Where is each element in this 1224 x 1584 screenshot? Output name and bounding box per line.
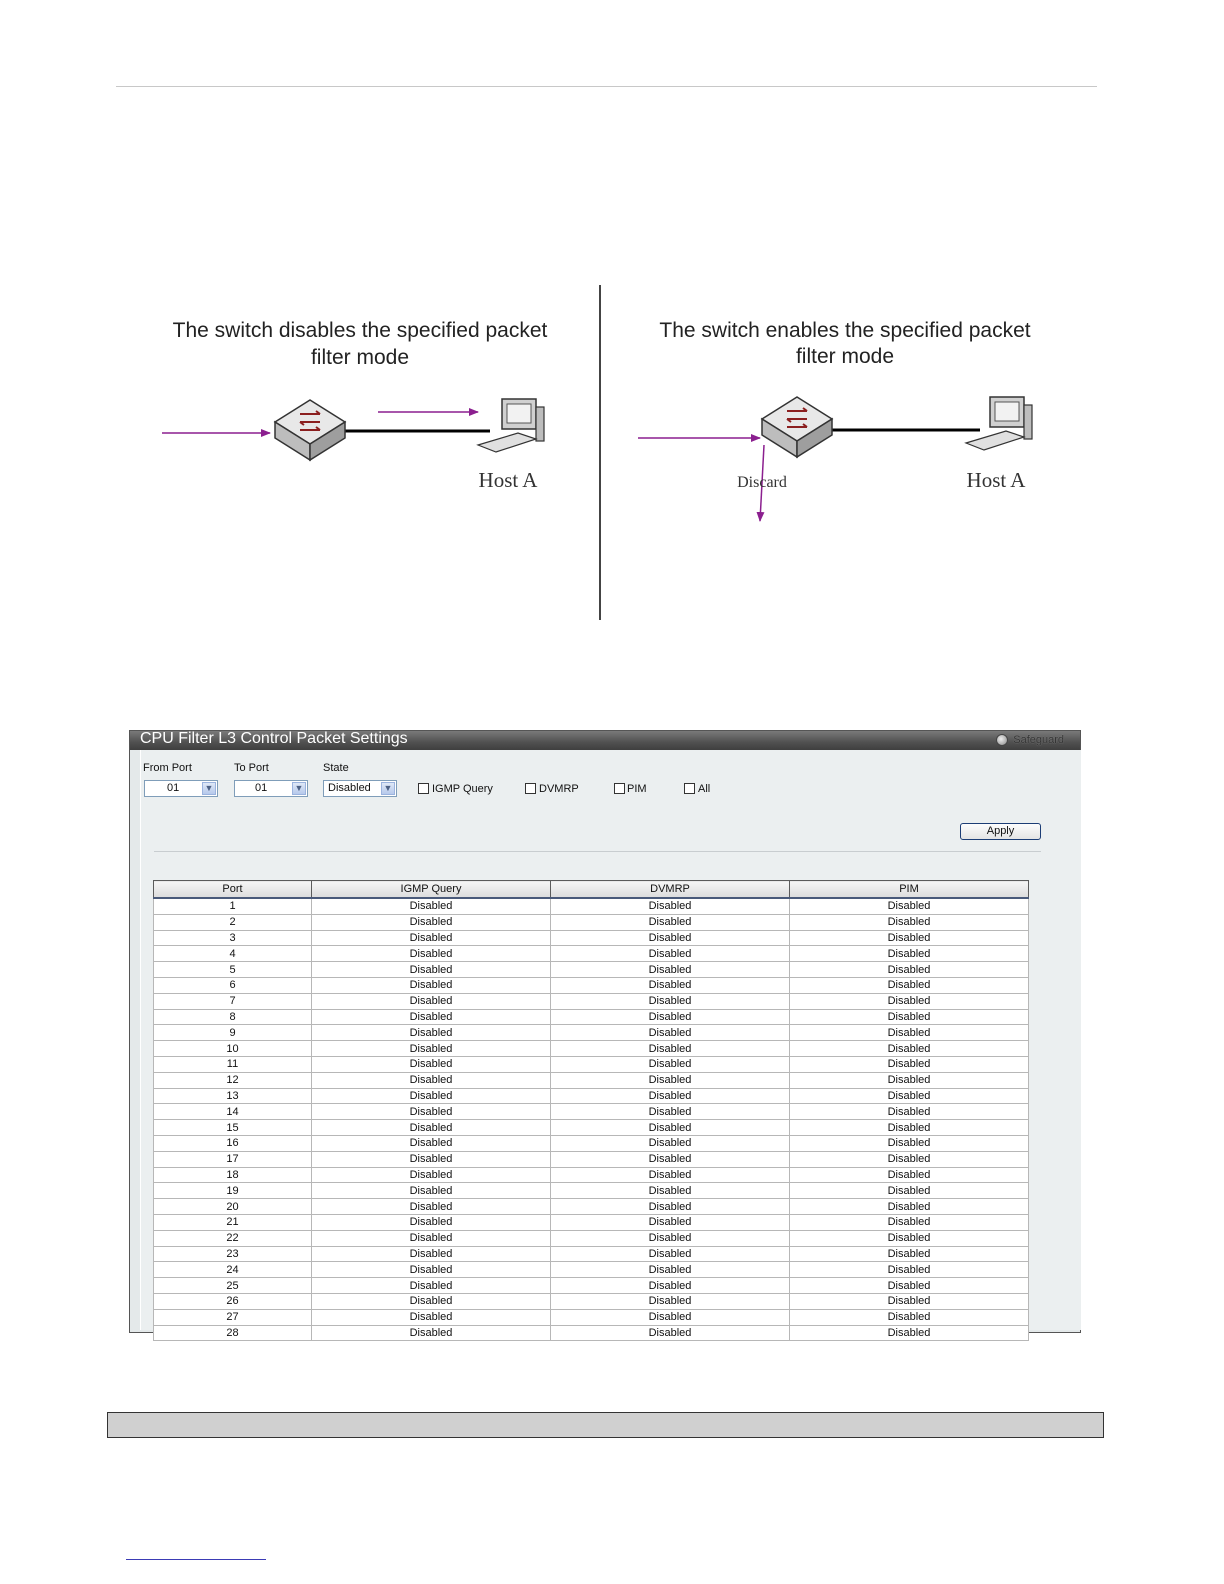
table-row xyxy=(154,1041,1029,1057)
table-row xyxy=(154,1009,1029,1025)
port-cell: 2 xyxy=(154,914,312,930)
table-row xyxy=(154,1325,1029,1341)
table-row xyxy=(154,993,1029,1009)
header-dvmrp: DVMRP xyxy=(551,881,790,899)
dvmrp-cell: Disabled xyxy=(551,962,790,978)
port-cell: 27 xyxy=(154,1309,312,1325)
dvmrp-cell: Disabled xyxy=(551,1120,790,1136)
port-cell: 14 xyxy=(154,1104,312,1120)
igmp-query-cell: Disabled xyxy=(312,1293,551,1309)
table-row xyxy=(154,1167,1029,1183)
port-cell: 16 xyxy=(154,1135,312,1151)
pim-cell: Disabled xyxy=(790,1151,1029,1167)
table-row xyxy=(154,898,1029,914)
igmp-query-cell: Disabled xyxy=(312,1104,551,1120)
computer-icon xyxy=(966,397,1032,450)
table-row xyxy=(154,1183,1029,1199)
all-checkbox[interactable] xyxy=(684,783,695,794)
table-row xyxy=(154,1309,1029,1325)
dvmrp-cell: Disabled xyxy=(551,1025,790,1041)
pim-cell: Disabled xyxy=(790,1199,1029,1215)
table-row xyxy=(154,914,1029,930)
pim-cell: Disabled xyxy=(790,1009,1029,1025)
from-port-label: From Port xyxy=(143,762,192,774)
port-cell: 24 xyxy=(154,1262,312,1278)
pim-cell: Disabled xyxy=(790,1041,1029,1057)
table-row xyxy=(154,962,1029,978)
pim-cell: Disabled xyxy=(790,1293,1029,1309)
dvmrp-cell: Disabled xyxy=(551,1246,790,1262)
igmp-query-cell: Disabled xyxy=(312,1278,551,1294)
igmp-query-cell: Disabled xyxy=(312,977,551,993)
safeguard-label: Safeguard xyxy=(1013,734,1064,746)
dvmrp-cell: Disabled xyxy=(551,914,790,930)
state-select[interactable] xyxy=(323,780,397,797)
port-cell: 10 xyxy=(154,1041,312,1057)
port-settings-table xyxy=(153,880,1029,1341)
port-cell: 15 xyxy=(154,1120,312,1136)
igmp-query-cell: Disabled xyxy=(312,1135,551,1151)
dvmrp-checkbox-label: DVMRP xyxy=(539,783,579,795)
dvmrp-cell: Disabled xyxy=(551,1056,790,1072)
igmp-query-cell: Disabled xyxy=(312,1167,551,1183)
dvmrp-cell: Disabled xyxy=(551,1151,790,1167)
dvmrp-cell: Disabled xyxy=(551,977,790,993)
port-cell: 8 xyxy=(154,1009,312,1025)
safeguard-indicator[interactable] xyxy=(996,734,1064,746)
packet-filter-diagram xyxy=(140,285,1080,625)
port-cell: 7 xyxy=(154,993,312,1009)
dvmrp-cell: Disabled xyxy=(551,993,790,1009)
from-port-select[interactable] xyxy=(144,780,218,797)
igmp-query-cell: Disabled xyxy=(312,1246,551,1262)
apply-button[interactable]: Apply xyxy=(960,823,1041,840)
pim-cell: Disabled xyxy=(790,993,1029,1009)
port-cell: 21 xyxy=(154,1214,312,1230)
igmp-query-cell: Disabled xyxy=(312,1262,551,1278)
footer-link-underline[interactable] xyxy=(126,1559,266,1560)
table-row xyxy=(154,1230,1029,1246)
table-row xyxy=(154,1199,1029,1215)
pim-cell: Disabled xyxy=(790,977,1029,993)
igmp-query-cell: Disabled xyxy=(312,1072,551,1088)
igmp-query-cell: Disabled xyxy=(312,1120,551,1136)
pim-cell: Disabled xyxy=(790,898,1029,914)
igmp-query-cell: Disabled xyxy=(312,1325,551,1341)
table-row xyxy=(154,1262,1029,1278)
right-title-line2: filter mode xyxy=(795,345,895,368)
pim-cell: Disabled xyxy=(790,1135,1029,1151)
pim-cell: Disabled xyxy=(790,962,1029,978)
pim-cell: Disabled xyxy=(790,1088,1029,1104)
port-cell: 6 xyxy=(154,977,312,993)
table-row xyxy=(154,1214,1029,1230)
igmp-query-cell: Disabled xyxy=(312,914,551,930)
igmp-query-checkbox-label: IGMP Query xyxy=(432,783,493,795)
dvmrp-cell: Disabled xyxy=(551,1325,790,1341)
igmp-query-cell: Disabled xyxy=(312,1088,551,1104)
port-cell: 4 xyxy=(154,946,312,962)
computer-icon xyxy=(478,399,544,452)
port-cell: 22 xyxy=(154,1230,312,1246)
table-row xyxy=(154,930,1029,946)
section-bar xyxy=(107,1412,1104,1438)
pim-cell: Disabled xyxy=(790,1104,1029,1120)
left-title-line1: The switch disables the specified packet xyxy=(172,319,548,342)
port-cell: 17 xyxy=(154,1151,312,1167)
table-row xyxy=(154,1088,1029,1104)
pim-cell: Disabled xyxy=(790,1262,1029,1278)
dvmrp-cell: Disabled xyxy=(551,1088,790,1104)
pim-cell: Disabled xyxy=(790,1025,1029,1041)
igmp-query-cell: Disabled xyxy=(312,1056,551,1072)
header-port: Port xyxy=(154,881,312,899)
port-cell: 26 xyxy=(154,1293,312,1309)
discard-label: Discard xyxy=(737,474,787,491)
port-cell: 18 xyxy=(154,1167,312,1183)
igmp-query-checkbox[interactable] xyxy=(418,783,429,794)
igmp-query-cell: Disabled xyxy=(312,1230,551,1246)
left-title-line2: filter mode xyxy=(310,346,410,369)
header-igmp-query: IGMP Query xyxy=(312,881,551,899)
dvmrp-cell: Disabled xyxy=(551,898,790,914)
all-checkbox-label: All xyxy=(698,783,711,795)
igmp-query-cell: Disabled xyxy=(312,1199,551,1215)
pim-cell: Disabled xyxy=(790,1278,1029,1294)
dvmrp-cell: Disabled xyxy=(551,1183,790,1199)
to-port-value: 01 xyxy=(255,782,268,794)
port-cell: 13 xyxy=(154,1088,312,1104)
to-port-select[interactable] xyxy=(234,780,308,797)
igmp-query-cell: Disabled xyxy=(312,1041,551,1057)
table-row xyxy=(154,1056,1029,1072)
port-cell: 9 xyxy=(154,1025,312,1041)
table-row xyxy=(154,946,1029,962)
dvmrp-checkbox[interactable] xyxy=(525,783,536,794)
pim-cell: Disabled xyxy=(790,946,1029,962)
dvmrp-cell: Disabled xyxy=(551,1293,790,1309)
left-host-label: Host A xyxy=(478,468,538,492)
igmp-query-cell: Disabled xyxy=(312,946,551,962)
port-cell: 1 xyxy=(154,898,312,914)
igmp-query-cell: Disabled xyxy=(312,1151,551,1167)
dvmrp-cell: Disabled xyxy=(551,1104,790,1120)
dvmrp-cell: Disabled xyxy=(551,1199,790,1215)
safeguard-icon xyxy=(996,734,1008,746)
pim-cell: Disabled xyxy=(790,1183,1029,1199)
dvmrp-cell: Disabled xyxy=(551,1167,790,1183)
dvmrp-cell: Disabled xyxy=(551,1072,790,1088)
table-row xyxy=(154,977,1029,993)
igmp-query-cell: Disabled xyxy=(312,1183,551,1199)
dropdown-arrow-icon[interactable]: ▼ xyxy=(381,782,395,795)
table-header-row xyxy=(154,881,1029,899)
port-cell: 3 xyxy=(154,930,312,946)
pim-cell: Disabled xyxy=(790,914,1029,930)
table-row xyxy=(154,1151,1029,1167)
table-row xyxy=(154,1072,1029,1088)
header-rule xyxy=(116,86,1097,87)
dvmrp-cell: Disabled xyxy=(551,930,790,946)
to-port-label: To Port xyxy=(234,762,269,774)
pim-cell: Disabled xyxy=(790,1246,1029,1262)
switch-icon xyxy=(762,397,832,457)
igmp-query-cell: Disabled xyxy=(312,930,551,946)
pim-cell: Disabled xyxy=(790,1072,1029,1088)
pim-checkbox[interactable] xyxy=(614,783,625,794)
port-cell: 20 xyxy=(154,1199,312,1215)
igmp-query-cell: Disabled xyxy=(312,993,551,1009)
dvmrp-cell: Disabled xyxy=(551,1009,790,1025)
dvmrp-cell: Disabled xyxy=(551,1230,790,1246)
pim-cell: Disabled xyxy=(790,1309,1029,1325)
igmp-query-cell: Disabled xyxy=(312,1025,551,1041)
right-title-line1: The switch enables the specified packet xyxy=(659,319,1031,342)
table-row xyxy=(154,1135,1029,1151)
switch-icon xyxy=(275,400,345,460)
pim-cell: Disabled xyxy=(790,1230,1029,1246)
port-cell: 19 xyxy=(154,1183,312,1199)
pim-cell: Disabled xyxy=(790,1214,1029,1230)
port-cell: 11 xyxy=(154,1056,312,1072)
port-cell: 28 xyxy=(154,1325,312,1341)
dropdown-arrow-icon[interactable]: ▼ xyxy=(292,782,306,795)
port-cell: 12 xyxy=(154,1072,312,1088)
dvmrp-cell: Disabled xyxy=(551,946,790,962)
igmp-query-cell: Disabled xyxy=(312,1309,551,1325)
header-pim: PIM xyxy=(790,881,1029,899)
dvmrp-cell: Disabled xyxy=(551,1135,790,1151)
igmp-query-cell: Disabled xyxy=(312,898,551,914)
panel-title-bar xyxy=(130,731,1080,750)
igmp-query-cell: Disabled xyxy=(312,1009,551,1025)
port-cell: 25 xyxy=(154,1278,312,1294)
pim-cell: Disabled xyxy=(790,1167,1029,1183)
pim-cell: Disabled xyxy=(790,930,1029,946)
from-port-value: 01 xyxy=(167,782,180,794)
pim-checkbox-label: PIM xyxy=(627,783,647,795)
table-row xyxy=(154,1120,1029,1136)
dvmrp-cell: Disabled xyxy=(551,1262,790,1278)
table-row xyxy=(154,1025,1029,1041)
pim-cell: Disabled xyxy=(790,1120,1029,1136)
dvmrp-cell: Disabled xyxy=(551,1278,790,1294)
state-value: Disabled xyxy=(328,782,371,794)
dropdown-arrow-icon[interactable]: ▼ xyxy=(202,782,216,795)
pim-cell: Disabled xyxy=(790,1056,1029,1072)
dvmrp-cell: Disabled xyxy=(551,1214,790,1230)
right-host-label: Host A xyxy=(966,468,1026,492)
panel-title: CPU Filter L3 Control Packet Settings xyxy=(140,730,408,747)
igmp-query-cell: Disabled xyxy=(312,962,551,978)
table-row xyxy=(154,1278,1029,1294)
port-cell: 23 xyxy=(154,1246,312,1262)
table-row xyxy=(154,1293,1029,1309)
table-body xyxy=(154,898,1029,1341)
dvmrp-cell: Disabled xyxy=(551,1041,790,1057)
table-row xyxy=(154,1104,1029,1120)
form-divider xyxy=(154,851,1041,852)
table-row xyxy=(154,1246,1029,1262)
dvmrp-cell: Disabled xyxy=(551,1309,790,1325)
cpu-filter-panel xyxy=(129,730,1081,1339)
pim-cell: Disabled xyxy=(790,1325,1029,1341)
igmp-query-cell: Disabled xyxy=(312,1214,551,1230)
panel-content xyxy=(140,750,1081,1339)
port-cell: 5 xyxy=(154,962,312,978)
state-label: State xyxy=(323,762,349,774)
